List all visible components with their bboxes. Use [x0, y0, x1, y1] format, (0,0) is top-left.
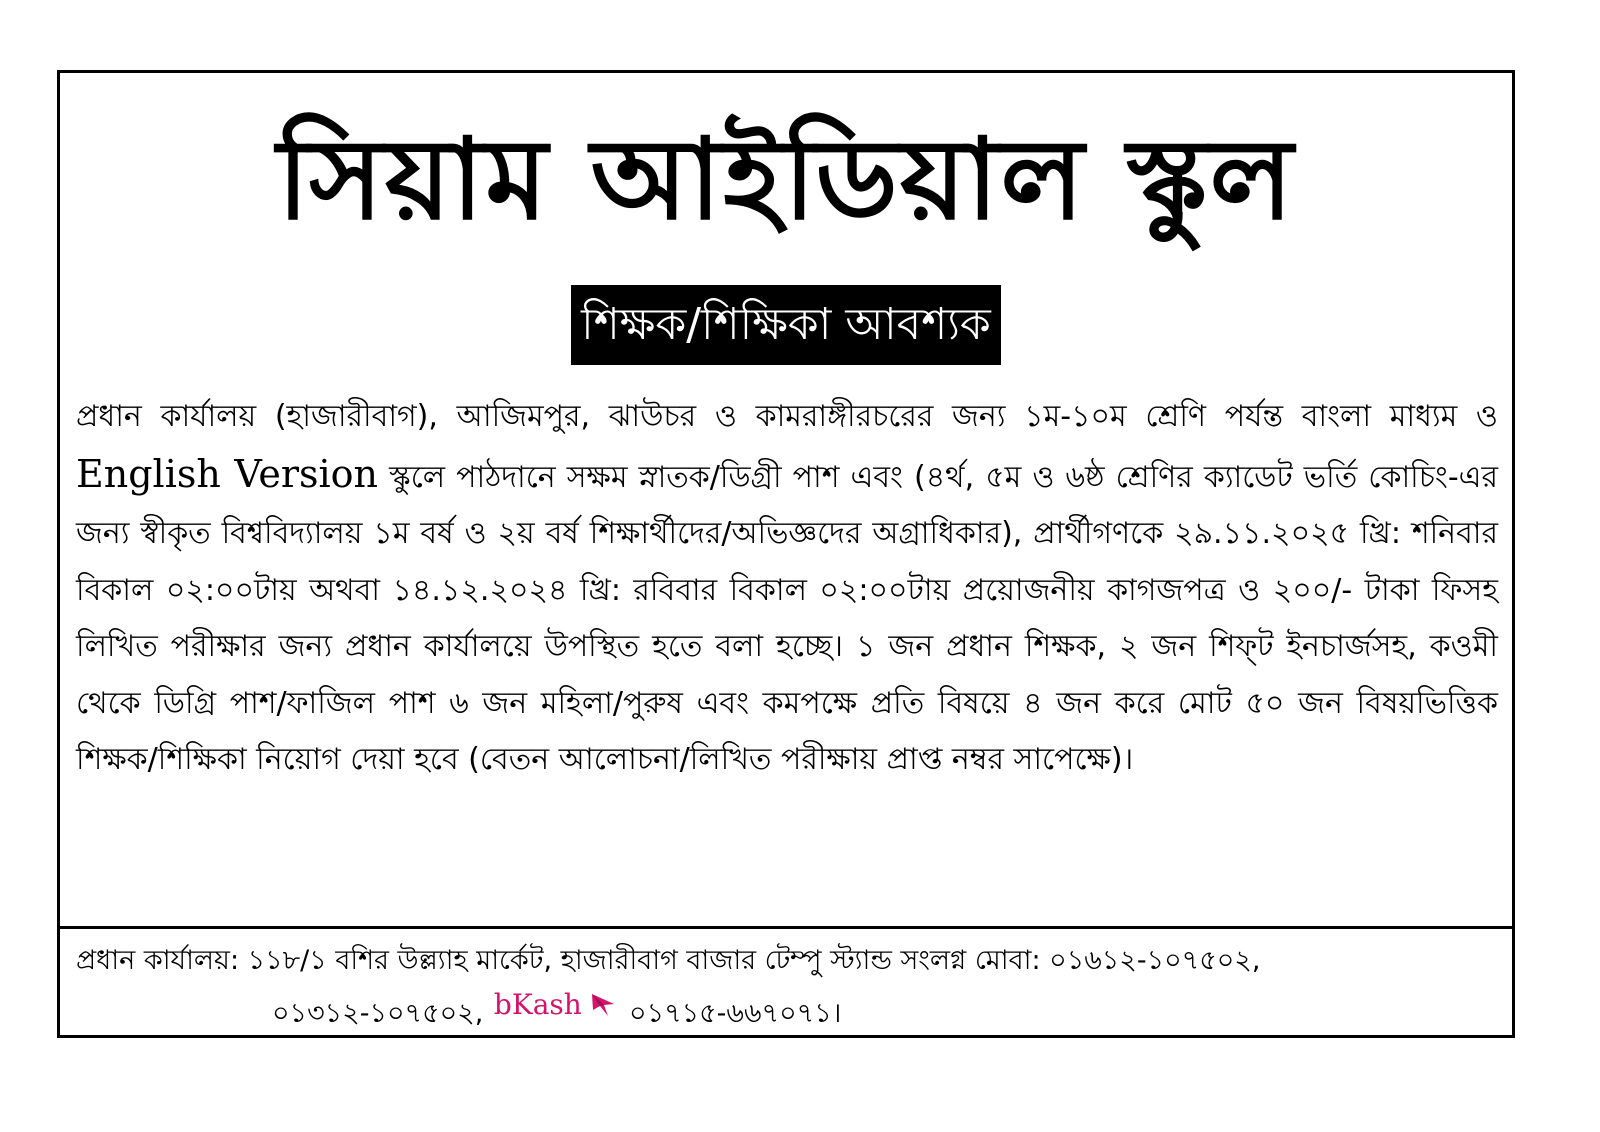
teacher-wanted-banner: শিক্ষক/শিক্ষিকা আবশ্যক	[571, 285, 1001, 365]
bkash-logo-text: bKash	[493, 988, 582, 1021]
notice-body	[76, 389, 1498, 789]
english-version-text: English Version	[76, 451, 379, 496]
footer-divider	[60, 926, 1512, 929]
footer-contact	[76, 935, 1498, 1040]
footer-phone-line	[76, 987, 1498, 1040]
bkash-logo	[494, 987, 617, 1040]
footer-address-line: প্রধান কার্যালয়: ১১৮/১ বশির উল্ল্যাহ মার্কেট, হাজারীবাগ বাজার টেম্পু স্ট্যান্ড সংলগ্ন মোবা: ০১৬১২-১০৭৫০২,	[76, 945, 1261, 976]
footer-phone-2: ০১৩১২-১০৭৫০২,	[272, 998, 484, 1029]
banner-container	[60, 285, 1512, 365]
bkash-number: ০১৭১৫-৬৬৭০৭১।	[629, 998, 842, 1029]
notice-body-part2: স্কুলে পাঠদানে সক্ষম স্নাতক/ডিগ্রী পাশ এবং (৪র্থ, ৫ম ও ৬ষ্ঠ শ্রেণির ক্যাডেট ভর্তি কোচিং-এর জন্য স্বীকৃত বিশ্ববিদ্যালয় ১ম বর্ষ ও ২য় বর্ষ শিক্ষার্থীদের/অভিজ্ঞদের অগ্রাধিকার), প্রার্থীগণকে ২৯.১১.২০২৫ খ্রি: শনিবার বিকাল ০২:০০টায় অথবা ১৪.১২.২০২৪ খ্রি: রবিবার বিকাল ০২:০০টায় প্রয়োজনীয় কাগজপত্র ও ২০০/- টাকা ফিসহ লিখিত পরীক্ষার জন্য প্রধান কার্যালয়ে উপস্থিত হতে বলা হচ্ছে। ১ জন প্রধান শিক্ষক, ২ জন শিফ্‌ট ইনচার্জসহ, কওমী থেকে ডিগ্রি পাশ/ফাজিল পাশ ৬ জন মহিলা/পুরুষ এবং কমপক্ষে প্রতি বিষয়ে ৪ জন করে মোট ৫০ জন বিষয়ভিত্তিক শিক্ষক/শিক্ষিকা নিয়োগ দেয়া হবে (বেতন আলোচনা/লিখিত পরীক্ষায় প্রাপ্ত নম্বর সাপেক্ষে)।	[76, 459, 1498, 777]
school-name: সিয়াম আইডিয়াল স্কুল	[276, 115, 1296, 245]
bkash-bird-icon	[590, 992, 616, 1018]
notice-frame	[57, 70, 1515, 1038]
notice-body-part1: প্রধান কার্যালয় (হাজারীবাগ), আজিমপুর, ঝাউচর ও কামরাঙ্গীরচরের জন্য ১ম-১০ম শ্রেণি পর্যন্ত বাংলা মাধ্যম ও	[76, 399, 1498, 434]
